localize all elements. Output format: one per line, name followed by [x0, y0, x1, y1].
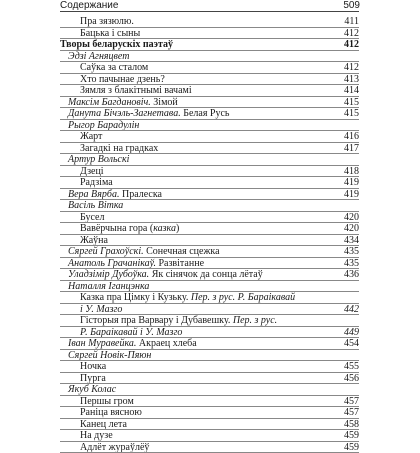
toc-entry-note: Пер. з рус. Р. Бараікавай [191, 292, 295, 303]
toc-entry [60, 97, 359, 109]
toc-entry-page: 435 [337, 258, 359, 270]
toc-entry-page: 419 [337, 177, 359, 189]
toc-entry-text: Як сінячок да сонца лётаў [149, 269, 263, 280]
toc-entry-page: 457 [337, 407, 359, 419]
toc-entry [60, 108, 359, 120]
toc-entry-author: Максім Багдановіч. [68, 97, 151, 108]
toc-entry [60, 235, 359, 247]
toc-entry [60, 166, 359, 178]
toc-entry-page: 412 [337, 62, 359, 74]
toc-entry-page: 415 [337, 97, 359, 109]
toc-entry-page: 455 [337, 361, 359, 373]
toc-entry-page: 411 [337, 16, 359, 28]
toc-entry-page: 420 [337, 212, 359, 224]
running-header [0, 0, 420, 12]
toc-entry-page: 412 [337, 28, 359, 40]
toc-entry-author: Вера Вярба. [68, 189, 119, 200]
toc-entry-page: 419 [337, 189, 359, 201]
toc-entry-page: 417 [337, 143, 359, 155]
toc-entry-page: 418 [337, 166, 359, 178]
toc-entry-text: Рыгор Барадулін [68, 120, 139, 131]
toc-entry [60, 143, 359, 155]
toc-entry-author: Сяргей Грахоўскі. [68, 246, 144, 257]
toc-entry-page: 415 [337, 108, 359, 120]
toc-entry-page: 456 [337, 373, 359, 385]
toc-entry [60, 223, 359, 235]
toc-entry [60, 39, 359, 51]
toc-entry-text: Першы гром [80, 396, 134, 407]
toc-entry-note: казка [153, 223, 176, 234]
toc-entry-text: Казка пра Цімку і Кузьку. [80, 292, 191, 303]
toc-entry-page: 449 [337, 327, 359, 339]
toc-entry-page: 420 [337, 223, 359, 235]
toc-entry [60, 430, 359, 442]
toc-entry [60, 281, 359, 293]
toc-entry-text: Р. Бараікавай і У. Мазго [80, 327, 182, 338]
toc-entry [60, 154, 359, 166]
toc-entry-text: Бацька і сыны [80, 28, 140, 39]
toc-entry-tail: ) [176, 223, 179, 234]
toc-entry [60, 62, 359, 74]
toc-entry [60, 407, 359, 419]
toc-entry [60, 373, 359, 385]
toc-entry [60, 361, 359, 373]
toc-entry [60, 200, 359, 212]
toc-entry-text: Вавёрчына гора ( [80, 223, 153, 234]
toc-entry-page: 458 [337, 419, 359, 431]
toc-entry-page: 414 [337, 85, 359, 97]
toc-entry-text: Сяргей Новік-Пяюн [68, 350, 151, 361]
toc-entry [60, 177, 359, 189]
toc-entry [60, 384, 359, 396]
toc-entry-author: Уладзімір Дубоўка. [68, 269, 149, 280]
toc-entry-text: Бусел [80, 212, 104, 223]
toc-entry-text: Пра зязюлю. [80, 16, 134, 27]
toc-entry-text: Сонечная сцежка [144, 246, 220, 257]
toc-entry [60, 189, 359, 201]
toc-entry-text: Дзеці [80, 166, 104, 177]
toc-entry-text: Белая Русь [181, 108, 230, 119]
toc-entry-author: Іван Муравейка. [68, 338, 136, 349]
toc-entry-page: 416 [337, 131, 359, 143]
toc-entry-note: Пер. з рус. [233, 315, 277, 326]
toc-entry [60, 327, 359, 339]
toc-entry-text: Творы беларускіх паэтаў [60, 39, 173, 50]
toc-entry [60, 350, 359, 362]
toc-entry-text: Зімой [151, 97, 178, 108]
toc-entry-text: Васіль Вітка [68, 200, 123, 211]
toc-entry-text: і У. Мазго [80, 304, 122, 315]
toc-entry-text: Эдзі Агняцвет [68, 51, 129, 62]
toc-entry-text: Зямля з блакітнымі вачамі [80, 85, 192, 96]
toc-entry [60, 246, 359, 258]
toc-entry-text: Канец лета [80, 419, 127, 430]
header-divider [60, 11, 359, 12]
toc-entry-page: 442 [337, 304, 359, 316]
toc-entry [60, 419, 359, 431]
toc-entry-text: Пурга [80, 373, 106, 384]
toc-entry-text: Жарт [80, 131, 102, 142]
toc-entry [60, 315, 359, 327]
toc-entry-text: Радзіма [80, 177, 113, 188]
toc-entry-page: 459 [337, 430, 359, 442]
toc-entry-text: На дузе [80, 430, 113, 441]
toc-entry [60, 120, 359, 132]
toc-entry [60, 304, 359, 316]
toc-entry [60, 338, 359, 350]
toc-entry [60, 28, 359, 40]
toc-entry-page: 435 [337, 246, 359, 258]
toc-entry [60, 74, 359, 86]
toc-entry-text: Адлёт жураўлёў [80, 442, 149, 453]
toc-entry-text: Артур Вольскі [68, 154, 129, 165]
toc-entry [60, 212, 359, 224]
toc-entry [60, 51, 359, 63]
toc-entry-text: Наталля Іганцэнка [68, 281, 149, 292]
toc-entry [60, 396, 359, 408]
toc-entry-page: 454 [337, 338, 359, 350]
toc-entry-page: 413 [337, 74, 359, 86]
toc-entry [60, 292, 359, 304]
toc-entry-text: Раніца вясною [80, 407, 142, 418]
toc-entry-text: Гісторыя пра Варвару і Дубавешку. [80, 315, 233, 326]
toc-entry-text: Хто пачынае дзень? [80, 74, 165, 85]
toc-entry-text: Саўка за сталом [80, 62, 148, 73]
toc-entry [60, 16, 359, 28]
toc-entry-text: Акраец хлеба [136, 338, 196, 349]
toc-entry [60, 131, 359, 143]
toc-entry-text: Жаўна [80, 235, 108, 246]
toc-entry [60, 258, 359, 270]
toc-entry-text: Пралеска [119, 189, 162, 200]
toc-entry-text: Якуб Колас [68, 384, 116, 395]
toc-entry-author: Данута Бічэль-Загнетава. [68, 108, 181, 119]
toc-entry-author: Анатоль Грачанікаў. [68, 258, 156, 269]
toc-entry-page: 412 [337, 39, 359, 51]
toc-entry-text: Загадкі на градках [80, 143, 158, 154]
toc-entry-page: 459 [337, 442, 359, 453]
toc-entry-text: Развітанне [156, 258, 204, 269]
toc-entry-page: 457 [337, 396, 359, 408]
toc-entry-text: Ночка [80, 361, 106, 372]
section-title: Содержание [60, 0, 118, 11]
page-number: 509 [343, 0, 360, 11]
toc-entry-page: 434 [337, 235, 359, 247]
toc-entry [60, 442, 359, 453]
toc-entry [60, 85, 359, 97]
toc-entry-page: 436 [337, 269, 359, 281]
toc-entry [60, 269, 359, 281]
